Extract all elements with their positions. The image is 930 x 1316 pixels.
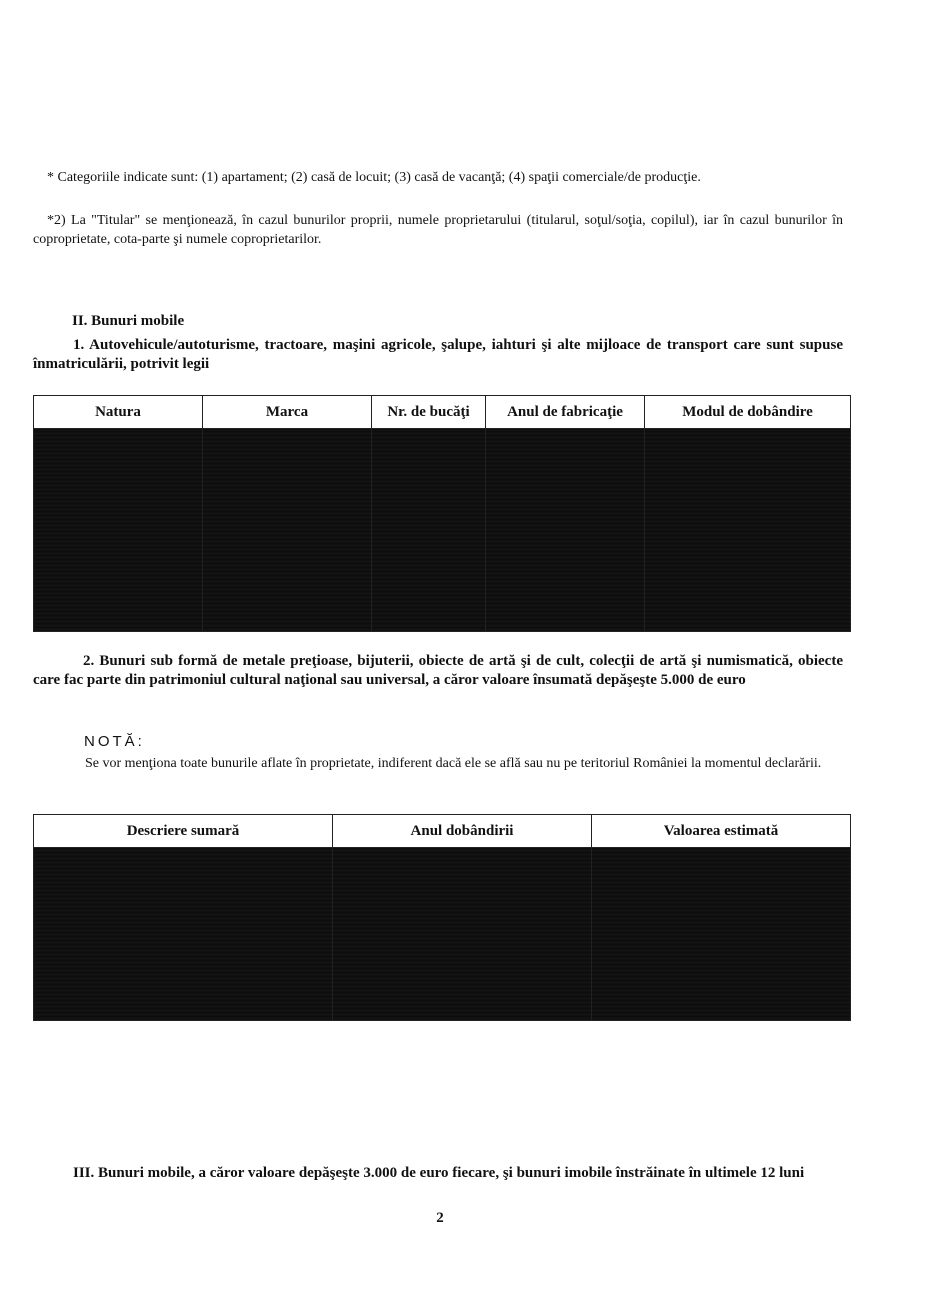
nota-label: NOTĂ: — [84, 733, 145, 750]
redacted-cell — [486, 429, 645, 632]
valuables-table — [33, 814, 851, 1021]
col-valoarea-estimata: Valoarea estimată — [592, 815, 851, 848]
table-row-redacted — [34, 848, 851, 1021]
section-heading-bunuri-mobile: II. Bunuri mobile — [72, 313, 185, 329]
col-descriere-sumara: Descriere sumară — [34, 815, 333, 848]
col-anul-fabricatie: Anul de fabricaţie — [486, 396, 645, 429]
table-row-redacted — [34, 429, 851, 632]
subsection-vehicles-title: 1. Autovehicule/autoturisme, tractoare, maşini agricole, şalupe, iahturi şi alte mijloace de transport care sunt supuse înmatriculării, potrivit legii — [33, 337, 843, 372]
redacted-cell — [372, 429, 486, 632]
col-nr-bucati: Nr. de bucăţi — [372, 396, 486, 429]
redacted-cell — [34, 429, 203, 632]
footnote-titular: *2) La "Titular" se menţionează, în cazul bunurilor proprii, numele proprietarului (titularul, soţul/soţia, copilul), iar în cazul bunurilor în coproprietate, cota-parte şi numele coproprietarilor. — [33, 213, 843, 247]
nota-text: Se vor menţiona toate bunurile aflate în proprietate, indiferent dacă ele se află sau nu pe teritoriul României la momentul declarării. — [85, 756, 822, 771]
redacted-cell — [592, 848, 851, 1021]
col-modul-dobandire: Modul de dobândire — [645, 396, 851, 429]
col-natura: Natura — [34, 396, 203, 429]
section-heading-instrainate: III. Bunuri mobile, a căror valoare depăşeşte 3.000 de euro fiecare, şi bunuri imobile înstrăinate în ultimele 12 luni — [73, 1165, 805, 1181]
redacted-cell — [333, 848, 592, 1021]
col-anul-dobandirii: Anul dobândirii — [333, 815, 592, 848]
footnote-categories: * Categoriile indicate sunt: (1) apartament; (2) casă de locuit; (3) casă de vacanţă; (4) spaţii comerciale/de producţie. — [47, 170, 701, 185]
redacted-cell — [34, 848, 333, 1021]
subsection-valuables-title: 2. Bunuri sub formă de metale preţioase, bijuterii, obiecte de artă şi de cult, colecţii de artă şi numismatică, obiecte care fac parte din patrimoniul cultural naţional sau universal, a căror valoare însumată depăşeşte 5.000 de euro — [33, 653, 843, 688]
col-marca: Marca — [203, 396, 372, 429]
page-number: 2 — [436, 1210, 444, 1226]
vehicles-table — [33, 395, 851, 632]
redacted-cell — [645, 429, 851, 632]
redacted-cell — [203, 429, 372, 632]
